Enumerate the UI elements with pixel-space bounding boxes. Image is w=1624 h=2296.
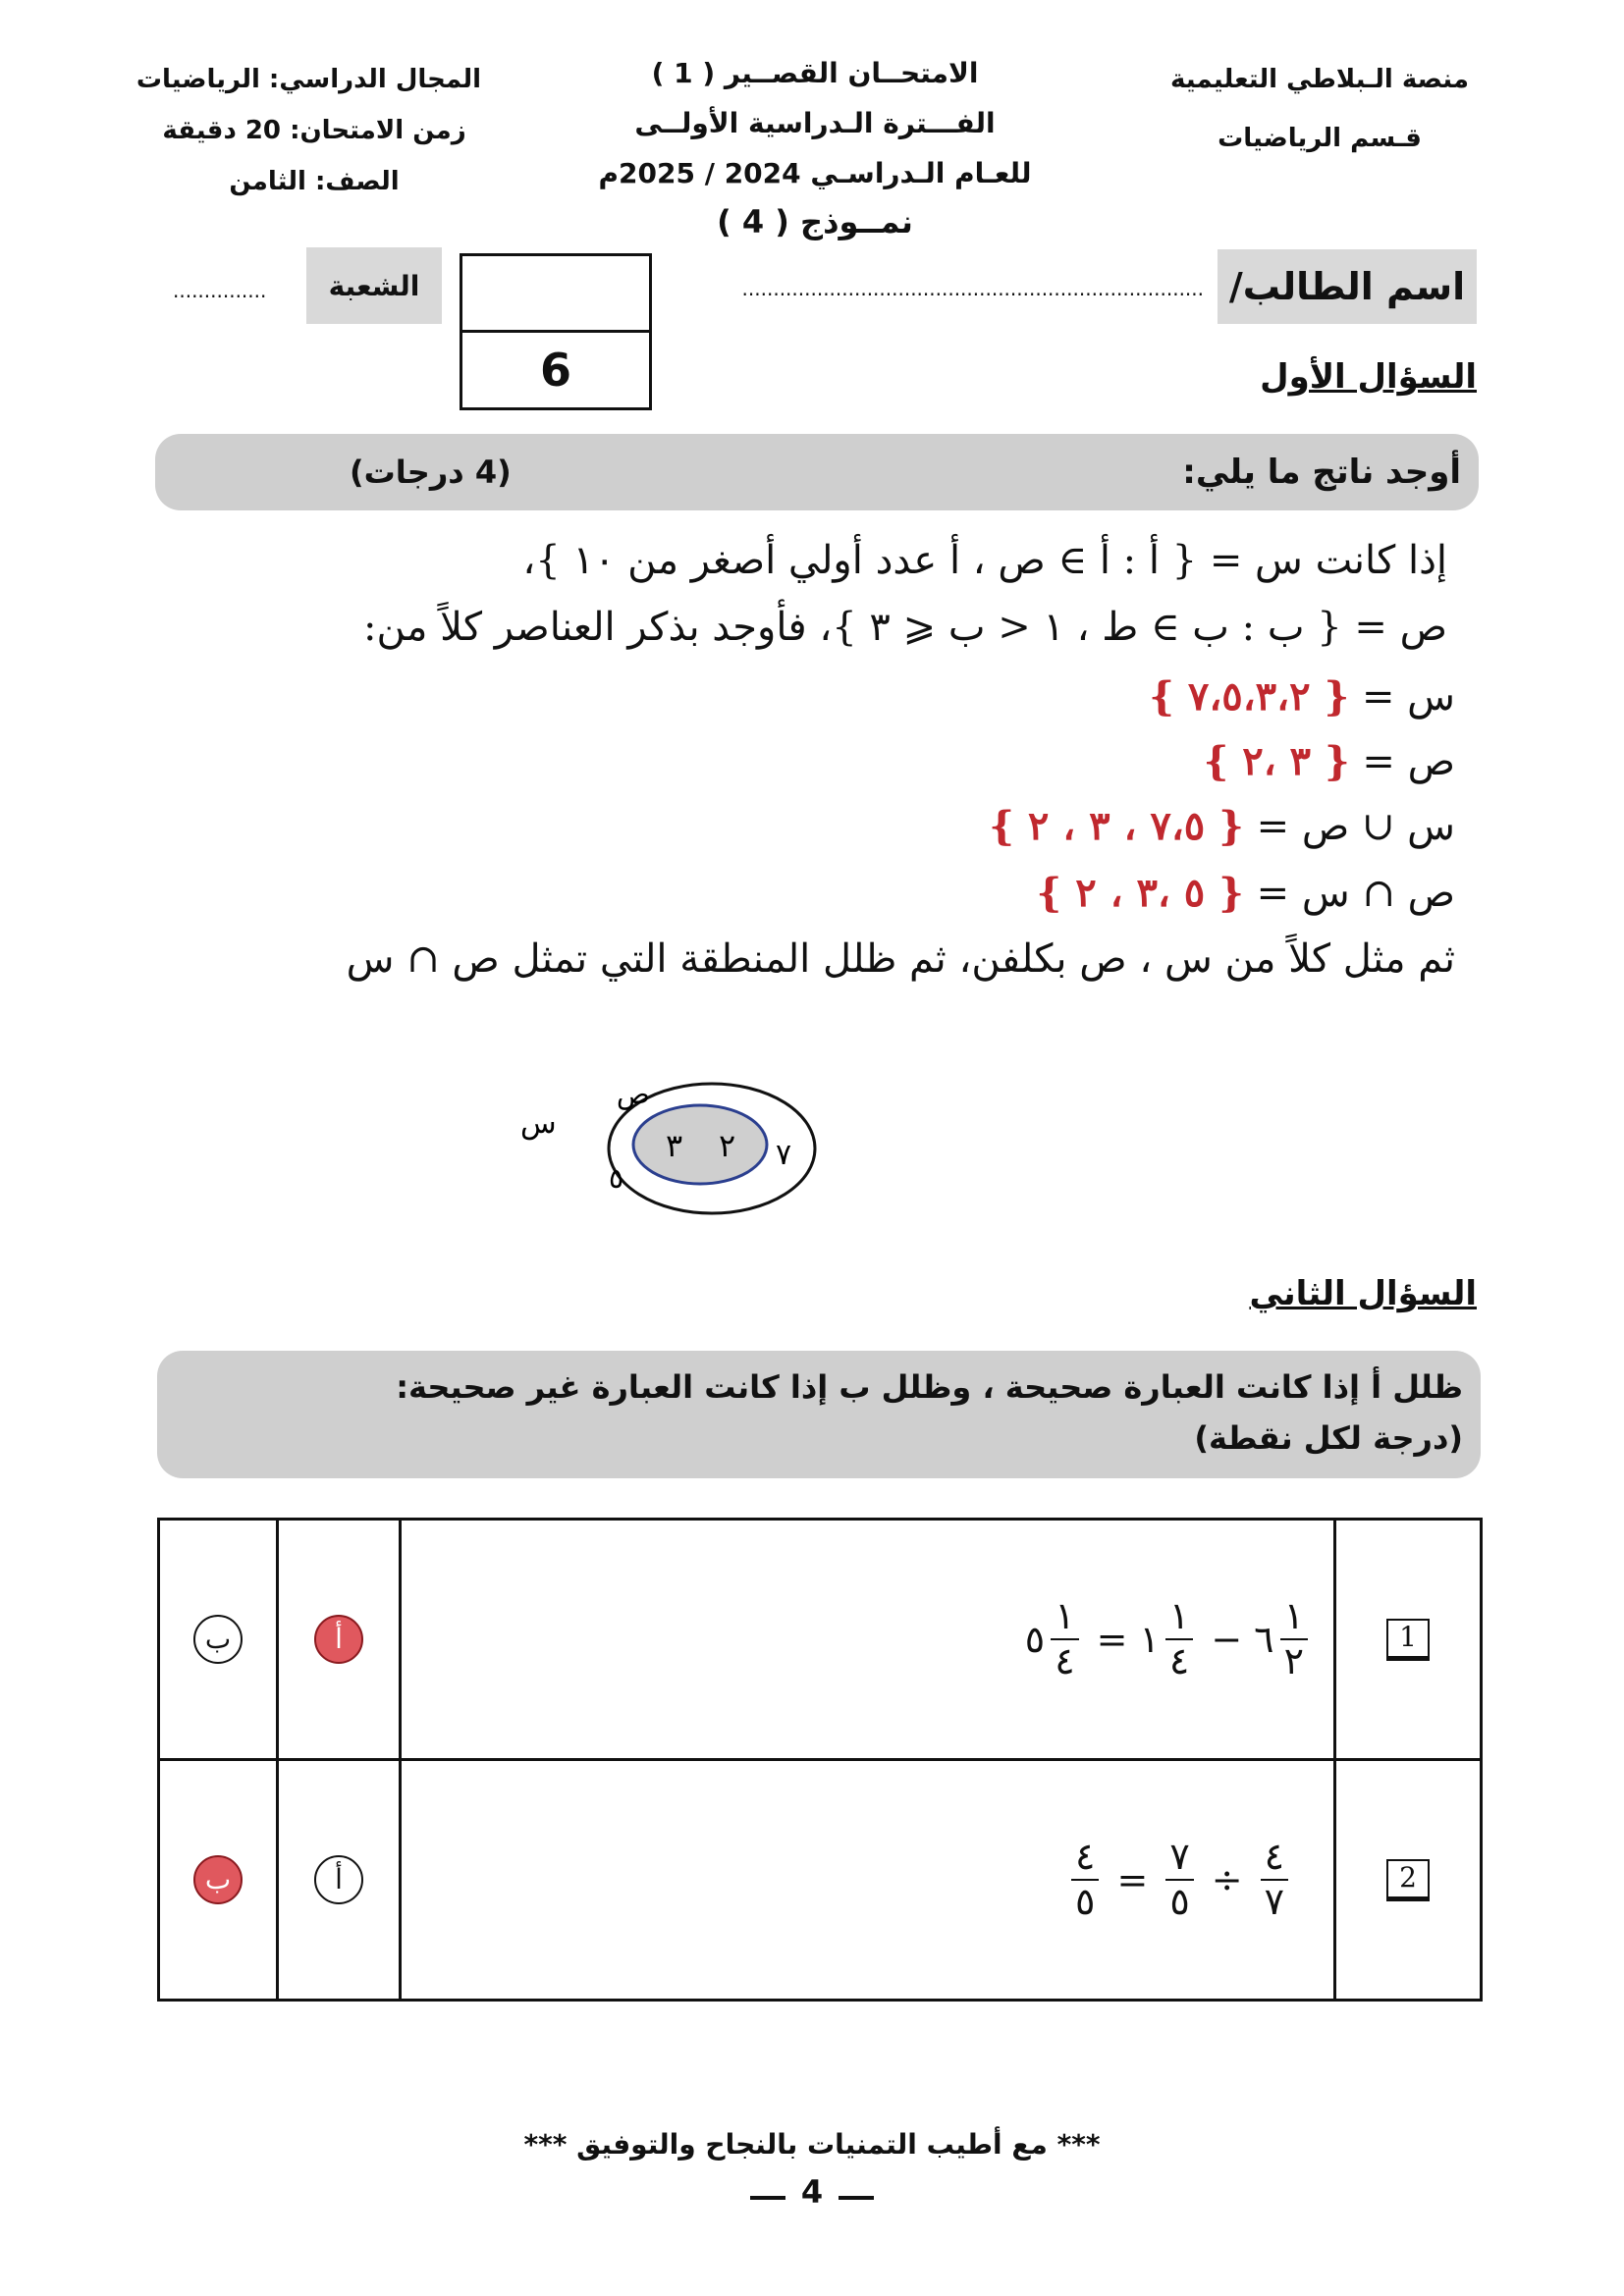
fraction: $\frac{١}{٤}$ [1051, 1595, 1078, 1682]
q1-answer-1 [1149, 673, 1455, 720]
footer-wish: *** مع أطيب التمنيات بالنجاح والتوفيق *** [523, 2128, 1101, 2161]
divide-operator: ÷ [1211, 1858, 1243, 1901]
whole-number: ١ [1139, 1618, 1160, 1661]
minus-operator: − [1211, 1618, 1243, 1661]
fraction: $\frac{٧}{٥}$ [1165, 1836, 1193, 1923]
question-2-title: السؤال الثاني [1249, 1274, 1477, 1313]
q1-line-1: إذا كانت س = { أ : أ ∋ ص ، أ عدد أولي أصغر من ١٠ }، [522, 538, 1447, 583]
student-name-label [1218, 249, 1477, 324]
academic-year: للعـام الـدراسـي 2024 / 2025م [598, 157, 1032, 189]
q1-line-2: ص = { ب : ب ∋ ط ، ١ < ب ⩽ ٣ }، فأوجد بذكر العناصر كلاً من: [363, 605, 1447, 650]
choice-a-bubble[interactable]: أ [314, 1855, 363, 1904]
header-left [135, 65, 481, 196]
equals-operator: = [1116, 1858, 1149, 1901]
header-center [550, 57, 1080, 240]
q1-answer-2-label: ص = [1362, 739, 1455, 784]
question-2-marks: (درجة لكل نقطة) [1194, 1419, 1463, 1457]
number-cell [1335, 1520, 1482, 1760]
question-1-instruction: أوجد ناتج ما يلي: [1182, 453, 1461, 492]
choice-b-cell [159, 1520, 278, 1760]
grade-level: الصف: الثامن [229, 167, 400, 196]
section-label-text: الشعبة [328, 269, 420, 302]
question-1-marks: (4 درجات) [350, 454, 512, 491]
whole-number: ٦ [1254, 1618, 1274, 1661]
question-1-title: السؤال الأول [1260, 357, 1477, 397]
question-1-band [155, 434, 1479, 510]
q1-answer-2 [1204, 738, 1455, 784]
choice-a-bubble-selected[interactable]: أ [314, 1615, 363, 1664]
venn-outer-item-1: ٧ [776, 1138, 792, 1172]
statement-2-expression [402, 1836, 1333, 1923]
true-false-table [157, 1518, 1483, 2002]
venn-inner-label: ص [617, 1078, 650, 1110]
section-field[interactable]: ............... [173, 279, 267, 302]
model-number: نمــوذج ( 4 ) [717, 203, 913, 240]
fraction: $\frac{٤}{٥}$ [1071, 1836, 1099, 1923]
statement-1-expression [402, 1595, 1333, 1682]
q1-line-3: ثم مثل كلاً من س ، ص بكلفن، ثم ظلل المنطقة التي تمثل ص ∩ س [346, 936, 1455, 982]
choice-a-cell [278, 1520, 401, 1760]
fraction: $\frac{٤}{٧}$ [1261, 1836, 1288, 1923]
venn-inner-item-2: ٢ [719, 1127, 736, 1164]
number-cell [1335, 1760, 1482, 2001]
page-dash-left [750, 2196, 785, 2200]
exam-title: الامتحــان القصــير ( 1 ) [651, 57, 979, 89]
page-number-value: 4 [800, 2173, 824, 2211]
score-value: 6 [539, 344, 571, 397]
fraction: $\frac{١}{٢}$ [1280, 1595, 1308, 1682]
score-box-top [462, 256, 649, 333]
equals-operator: = [1096, 1618, 1128, 1661]
platform-name: منصة الـبلاطي التعليمية [1170, 65, 1469, 94]
venn-outer-item-2: ٥ [609, 1162, 624, 1195]
choice-b-bubble[interactable]: ب [193, 1615, 243, 1664]
student-name-text: اسم الطالب/ [1228, 265, 1466, 308]
q1-answer-1-value: { ٧،٥،٣،٢ } [1149, 673, 1350, 720]
statement-number: 2 [1386, 1859, 1430, 1901]
venn-inner-set [633, 1105, 767, 1184]
venn-diagram [511, 1060, 825, 1227]
choice-b-cell [159, 1760, 278, 2001]
table-row [159, 1760, 1482, 2001]
q1-answer-4-label: ص ∩ س = [1256, 871, 1455, 916]
subject-field: المجال الدراسي: الرياضيات [135, 65, 481, 94]
section-label [306, 247, 442, 324]
fraction: $\frac{١}{٤}$ [1165, 1595, 1193, 1682]
whole-number: ٥ [1024, 1618, 1046, 1661]
q1-answer-1-label: س = [1361, 674, 1455, 720]
table-row [159, 1520, 1482, 1760]
student-name-field[interactable]: .......................................................................... [741, 277, 1204, 300]
exam-duration: زمن الامتحان: 20 دقيقة [162, 116, 466, 145]
q1-answer-3 [989, 803, 1455, 849]
choice-a-cell [278, 1760, 401, 2001]
question-2-instruction: ظلل أ إذا كانت العبارة صحيحة ، وظلل ب إذا كانت العبارة غير صحيحة: [396, 1368, 1463, 1406]
term-title: الفـــترة الـدراسية الأولــى [634, 107, 996, 139]
page-number [0, 2173, 1624, 2211]
choice-b-bubble-selected[interactable]: ب [193, 1855, 243, 1904]
q1-answer-3-value: { ٧،٥ ، ٣ ، ٢ } [989, 803, 1244, 849]
venn-inner-item-1: ٣ [666, 1127, 683, 1164]
q1-answer-4-value: { ٥ ،٣ ، ٢ } [1036, 870, 1244, 916]
statement-number: 1 [1386, 1619, 1430, 1661]
header-right [1163, 65, 1477, 153]
department-name: قـسم الرياضيات [1218, 124, 1422, 153]
venn-outer-label: س [520, 1106, 557, 1141]
question-2-band [157, 1351, 1481, 1478]
statement-cell [401, 1760, 1335, 2001]
score-box [460, 253, 652, 410]
page-dash-right [839, 2196, 874, 2200]
q1-answer-2-value: { ٣ ،٢ } [1203, 738, 1350, 784]
q1-answer-3-label: س ∪ ص = [1256, 804, 1455, 849]
statement-cell [401, 1520, 1335, 1760]
q1-answer-4 [1037, 870, 1455, 916]
